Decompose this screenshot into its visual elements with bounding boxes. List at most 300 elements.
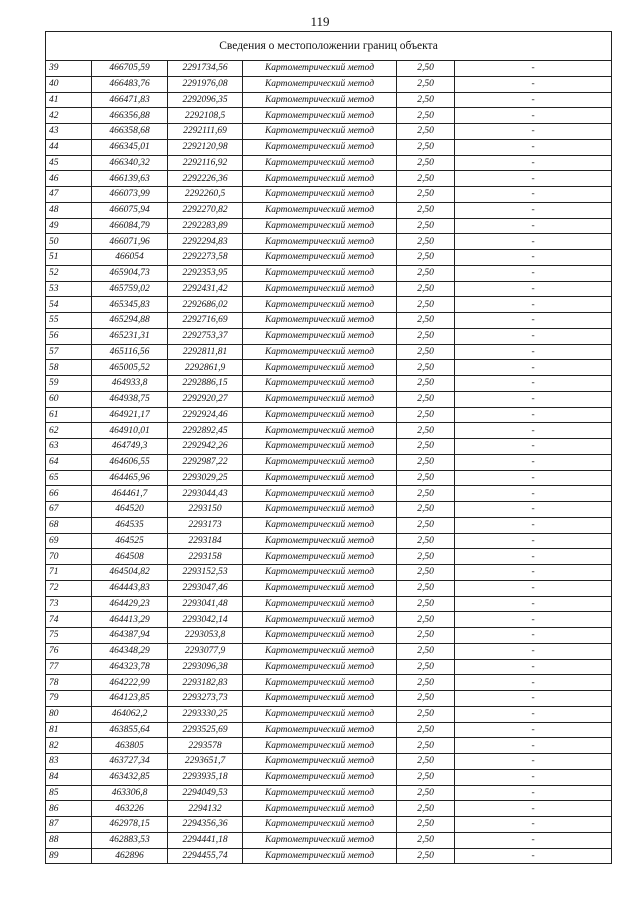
accuracy-cell: 2,50 xyxy=(397,124,455,140)
table-row xyxy=(46,691,612,707)
table-row xyxy=(46,659,612,675)
x-coordinate-cell: 464348,29 xyxy=(92,643,168,659)
method-cell: Картометрический метод xyxy=(243,328,397,344)
x-coordinate-cell: 466358,68 xyxy=(92,124,168,140)
point-number-cell: 49 xyxy=(46,218,92,234)
point-number-cell: 57 xyxy=(46,344,92,360)
method-cell: Картометрический метод xyxy=(243,517,397,533)
table-row xyxy=(46,565,612,581)
description-cell: - xyxy=(455,124,612,140)
description-cell: - xyxy=(455,517,612,533)
y-coordinate-cell: 2294356,36 xyxy=(168,817,243,833)
y-coordinate-cell: 2294441,18 xyxy=(168,832,243,848)
accuracy-cell: 2,50 xyxy=(397,92,455,108)
description-cell: - xyxy=(455,171,612,187)
y-coordinate-cell: 2292753,37 xyxy=(168,328,243,344)
description-cell: - xyxy=(455,628,612,644)
y-coordinate-cell: 2293173 xyxy=(168,517,243,533)
point-number-cell: 40 xyxy=(46,76,92,92)
method-cell: Картометрический метод xyxy=(243,659,397,675)
x-coordinate-cell: 466139,63 xyxy=(92,171,168,187)
y-coordinate-cell: 2291976,08 xyxy=(168,76,243,92)
description-cell: - xyxy=(455,486,612,502)
accuracy-cell: 2,50 xyxy=(397,391,455,407)
method-cell: Картометрический метод xyxy=(243,580,397,596)
method-cell: Картометрический метод xyxy=(243,439,397,455)
accuracy-cell: 2,50 xyxy=(397,486,455,502)
x-coordinate-cell: 464123,85 xyxy=(92,691,168,707)
table-row xyxy=(46,124,612,140)
table-row xyxy=(46,108,612,124)
x-coordinate-cell: 463805 xyxy=(92,738,168,754)
point-number-cell: 69 xyxy=(46,533,92,549)
description-cell: - xyxy=(455,407,612,423)
table-row xyxy=(46,439,612,455)
method-cell: Картометрический метод xyxy=(243,250,397,266)
accuracy-cell: 2,50 xyxy=(397,769,455,785)
y-coordinate-cell: 2292716,69 xyxy=(168,313,243,329)
point-number-cell: 87 xyxy=(46,817,92,833)
boundary-coordinates-table xyxy=(45,31,612,864)
y-coordinate-cell: 2292116,92 xyxy=(168,155,243,171)
method-cell: Картометрический метод xyxy=(243,643,397,659)
table-row xyxy=(46,502,612,518)
x-coordinate-cell: 464938,75 xyxy=(92,391,168,407)
x-coordinate-cell: 466345,01 xyxy=(92,139,168,155)
description-cell: - xyxy=(455,360,612,376)
method-cell: Картометрический метод xyxy=(243,832,397,848)
method-cell: Картометрический метод xyxy=(243,265,397,281)
description-cell: - xyxy=(455,376,612,392)
point-number-cell: 76 xyxy=(46,643,92,659)
point-number-cell: 39 xyxy=(46,61,92,77)
table-body xyxy=(46,61,612,864)
x-coordinate-cell: 465294,88 xyxy=(92,313,168,329)
table-row xyxy=(46,769,612,785)
table-row xyxy=(46,549,612,565)
table-row xyxy=(46,785,612,801)
point-number-cell: 54 xyxy=(46,297,92,313)
point-number-cell: 43 xyxy=(46,124,92,140)
method-cell: Картометрический метод xyxy=(243,612,397,628)
x-coordinate-cell: 462978,15 xyxy=(92,817,168,833)
table-row xyxy=(46,533,612,549)
description-cell: - xyxy=(455,155,612,171)
point-number-cell: 47 xyxy=(46,187,92,203)
point-number-cell: 88 xyxy=(46,832,92,848)
accuracy-cell: 2,50 xyxy=(397,376,455,392)
x-coordinate-cell: 466084,79 xyxy=(92,218,168,234)
description-cell: - xyxy=(455,454,612,470)
table-row xyxy=(46,391,612,407)
y-coordinate-cell: 2292273,58 xyxy=(168,250,243,266)
x-coordinate-cell: 466356,88 xyxy=(92,108,168,124)
method-cell: Картометрический метод xyxy=(243,817,397,833)
x-coordinate-cell: 466483,76 xyxy=(92,76,168,92)
y-coordinate-cell: 2292120,98 xyxy=(168,139,243,155)
description-cell: - xyxy=(455,344,612,360)
accuracy-cell: 2,50 xyxy=(397,250,455,266)
table-row xyxy=(46,187,612,203)
y-coordinate-cell: 2292111,69 xyxy=(168,124,243,140)
method-cell: Картометрический метод xyxy=(243,407,397,423)
x-coordinate-cell: 466471,83 xyxy=(92,92,168,108)
point-number-cell: 72 xyxy=(46,580,92,596)
description-cell: - xyxy=(455,769,612,785)
description-cell: - xyxy=(455,691,612,707)
accuracy-cell: 2,50 xyxy=(397,801,455,817)
point-number-cell: 60 xyxy=(46,391,92,407)
accuracy-cell: 2,50 xyxy=(397,722,455,738)
method-cell: Картометрический метод xyxy=(243,533,397,549)
point-number-cell: 68 xyxy=(46,517,92,533)
x-coordinate-cell: 462883,53 xyxy=(92,832,168,848)
y-coordinate-cell: 2293578 xyxy=(168,738,243,754)
accuracy-cell: 2,50 xyxy=(397,76,455,92)
y-coordinate-cell: 2293651,7 xyxy=(168,754,243,770)
accuracy-cell: 2,50 xyxy=(397,344,455,360)
point-number-cell: 73 xyxy=(46,596,92,612)
x-coordinate-cell: 466075,94 xyxy=(92,202,168,218)
accuracy-cell: 2,50 xyxy=(397,297,455,313)
x-coordinate-cell: 464465,96 xyxy=(92,470,168,486)
accuracy-cell: 2,50 xyxy=(397,407,455,423)
description-cell: - xyxy=(455,533,612,549)
method-cell: Картометрический метод xyxy=(243,769,397,785)
description-cell: - xyxy=(455,549,612,565)
method-cell: Картометрический метод xyxy=(243,486,397,502)
point-number-cell: 84 xyxy=(46,769,92,785)
x-coordinate-cell: 462896 xyxy=(92,848,168,864)
accuracy-cell: 2,50 xyxy=(397,691,455,707)
description-cell: - xyxy=(455,92,612,108)
y-coordinate-cell: 2292811,81 xyxy=(168,344,243,360)
description-cell: - xyxy=(455,61,612,77)
table-title-row xyxy=(46,32,612,61)
point-number-cell: 77 xyxy=(46,659,92,675)
method-cell: Картометрический метод xyxy=(243,628,397,644)
y-coordinate-cell: 2293041,48 xyxy=(168,596,243,612)
table-row xyxy=(46,801,612,817)
method-cell: Картометрический метод xyxy=(243,92,397,108)
x-coordinate-cell: 464910,01 xyxy=(92,423,168,439)
table-row xyxy=(46,817,612,833)
y-coordinate-cell: 2293029,25 xyxy=(168,470,243,486)
x-coordinate-cell: 464443,83 xyxy=(92,580,168,596)
y-coordinate-cell: 2292353,95 xyxy=(168,265,243,281)
method-cell: Картометрический метод xyxy=(243,785,397,801)
accuracy-cell: 2,50 xyxy=(397,328,455,344)
y-coordinate-cell: 2292987,22 xyxy=(168,454,243,470)
y-coordinate-cell: 2292260,5 xyxy=(168,187,243,203)
table-row xyxy=(46,423,612,439)
method-cell: Картометрический метод xyxy=(243,139,397,155)
accuracy-cell: 2,50 xyxy=(397,612,455,628)
description-cell: - xyxy=(455,580,612,596)
y-coordinate-cell: 2292096,35 xyxy=(168,92,243,108)
table-row xyxy=(46,76,612,92)
description-cell: - xyxy=(455,202,612,218)
y-coordinate-cell: 2293935,18 xyxy=(168,769,243,785)
method-cell: Картометрический метод xyxy=(243,360,397,376)
point-number-cell: 56 xyxy=(46,328,92,344)
x-coordinate-cell: 464606,55 xyxy=(92,454,168,470)
accuracy-cell: 2,50 xyxy=(397,423,455,439)
accuracy-cell: 2,50 xyxy=(397,517,455,533)
y-coordinate-cell: 2293525,69 xyxy=(168,722,243,738)
accuracy-cell: 2,50 xyxy=(397,360,455,376)
y-coordinate-cell: 2292226,36 xyxy=(168,171,243,187)
accuracy-cell: 2,50 xyxy=(397,549,455,565)
accuracy-cell: 2,50 xyxy=(397,565,455,581)
description-cell: - xyxy=(455,250,612,266)
point-number-cell: 51 xyxy=(46,250,92,266)
x-coordinate-cell: 464429,23 xyxy=(92,596,168,612)
description-cell: - xyxy=(455,659,612,675)
x-coordinate-cell: 465759,02 xyxy=(92,281,168,297)
description-cell: - xyxy=(455,785,612,801)
y-coordinate-cell: 2292924,46 xyxy=(168,407,243,423)
description-cell: - xyxy=(455,234,612,250)
description-cell: - xyxy=(455,706,612,722)
x-coordinate-cell: 463432,85 xyxy=(92,769,168,785)
description-cell: - xyxy=(455,281,612,297)
table-row xyxy=(46,171,612,187)
method-cell: Картометрический метод xyxy=(243,454,397,470)
description-cell: - xyxy=(455,439,612,455)
point-number-cell: 44 xyxy=(46,139,92,155)
x-coordinate-cell: 466705,59 xyxy=(92,61,168,77)
accuracy-cell: 2,50 xyxy=(397,313,455,329)
x-coordinate-cell: 465005,52 xyxy=(92,360,168,376)
method-cell: Картометрический метод xyxy=(243,124,397,140)
y-coordinate-cell: 2292431,42 xyxy=(168,281,243,297)
description-cell: - xyxy=(455,502,612,518)
point-number-cell: 67 xyxy=(46,502,92,518)
y-coordinate-cell: 2293150 xyxy=(168,502,243,518)
table-row xyxy=(46,580,612,596)
y-coordinate-cell: 2292920,27 xyxy=(168,391,243,407)
x-coordinate-cell: 464323,78 xyxy=(92,659,168,675)
description-cell: - xyxy=(455,108,612,124)
description-cell: - xyxy=(455,76,612,92)
method-cell: Картометрический метод xyxy=(243,801,397,817)
table-row xyxy=(46,360,612,376)
accuracy-cell: 2,50 xyxy=(397,61,455,77)
x-coordinate-cell: 466054 xyxy=(92,250,168,266)
description-cell: - xyxy=(455,612,612,628)
method-cell: Картометрический метод xyxy=(243,423,397,439)
x-coordinate-cell: 463226 xyxy=(92,801,168,817)
description-cell: - xyxy=(455,423,612,439)
table-row xyxy=(46,612,612,628)
table-row xyxy=(46,454,612,470)
accuracy-cell: 2,50 xyxy=(397,502,455,518)
method-cell: Картометрический метод xyxy=(243,202,397,218)
method-cell: Картометрический метод xyxy=(243,848,397,864)
accuracy-cell: 2,50 xyxy=(397,533,455,549)
method-cell: Картометрический метод xyxy=(243,738,397,754)
method-cell: Картометрический метод xyxy=(243,754,397,770)
description-cell: - xyxy=(455,722,612,738)
y-coordinate-cell: 2294455,74 xyxy=(168,848,243,864)
method-cell: Картометрический метод xyxy=(243,376,397,392)
point-number-cell: 45 xyxy=(46,155,92,171)
method-cell: Картометрический метод xyxy=(243,596,397,612)
description-cell: - xyxy=(455,470,612,486)
x-coordinate-cell: 464520 xyxy=(92,502,168,518)
y-coordinate-cell: 2292886,15 xyxy=(168,376,243,392)
method-cell: Картометрический метод xyxy=(243,155,397,171)
point-number-cell: 62 xyxy=(46,423,92,439)
accuracy-cell: 2,50 xyxy=(397,596,455,612)
table-row xyxy=(46,218,612,234)
point-number-cell: 52 xyxy=(46,265,92,281)
y-coordinate-cell: 2293184 xyxy=(168,533,243,549)
x-coordinate-cell: 464525 xyxy=(92,533,168,549)
y-coordinate-cell: 2292294,83 xyxy=(168,234,243,250)
x-coordinate-cell: 464222,99 xyxy=(92,675,168,691)
point-number-cell: 55 xyxy=(46,313,92,329)
accuracy-cell: 2,50 xyxy=(397,454,455,470)
x-coordinate-cell: 464921,17 xyxy=(92,407,168,423)
method-cell: Картометрический метод xyxy=(243,706,397,722)
x-coordinate-cell: 464933,8 xyxy=(92,376,168,392)
x-coordinate-cell: 463855,64 xyxy=(92,722,168,738)
y-coordinate-cell: 2292283,89 xyxy=(168,218,243,234)
x-coordinate-cell: 464413,29 xyxy=(92,612,168,628)
x-coordinate-cell: 464749,3 xyxy=(92,439,168,455)
y-coordinate-cell: 2292108,5 xyxy=(168,108,243,124)
point-number-cell: 89 xyxy=(46,848,92,864)
x-coordinate-cell: 466071,96 xyxy=(92,234,168,250)
description-cell: - xyxy=(455,187,612,203)
point-number-cell: 79 xyxy=(46,691,92,707)
accuracy-cell: 2,50 xyxy=(397,108,455,124)
x-coordinate-cell: 464504,82 xyxy=(92,565,168,581)
y-coordinate-cell: 2294049,53 xyxy=(168,785,243,801)
description-cell: - xyxy=(455,738,612,754)
accuracy-cell: 2,50 xyxy=(397,265,455,281)
table-row xyxy=(46,848,612,864)
description-cell: - xyxy=(455,675,612,691)
point-number-cell: 71 xyxy=(46,565,92,581)
boundary-table-container xyxy=(45,31,611,864)
y-coordinate-cell: 2293152,53 xyxy=(168,565,243,581)
method-cell: Картометрический метод xyxy=(243,297,397,313)
point-number-cell: 70 xyxy=(46,549,92,565)
description-cell: - xyxy=(455,817,612,833)
description-cell: - xyxy=(455,643,612,659)
table-row xyxy=(46,596,612,612)
description-cell: - xyxy=(455,139,612,155)
x-coordinate-cell: 464461,7 xyxy=(92,486,168,502)
point-number-cell: 53 xyxy=(46,281,92,297)
y-coordinate-cell: 2293042,14 xyxy=(168,612,243,628)
point-number-cell: 59 xyxy=(46,376,92,392)
accuracy-cell: 2,50 xyxy=(397,470,455,486)
point-number-cell: 61 xyxy=(46,407,92,423)
description-cell: - xyxy=(455,313,612,329)
x-coordinate-cell: 465345,83 xyxy=(92,297,168,313)
table-row xyxy=(46,92,612,108)
y-coordinate-cell: 2292270,82 xyxy=(168,202,243,218)
accuracy-cell: 2,50 xyxy=(397,706,455,722)
description-cell: - xyxy=(455,297,612,313)
table-row xyxy=(46,265,612,281)
x-coordinate-cell: 464508 xyxy=(92,549,168,565)
y-coordinate-cell: 2292861,9 xyxy=(168,360,243,376)
table-row xyxy=(46,234,612,250)
table-row xyxy=(46,486,612,502)
method-cell: Картометрический метод xyxy=(243,171,397,187)
table-row xyxy=(46,313,612,329)
description-cell: - xyxy=(455,801,612,817)
description-cell: - xyxy=(455,328,612,344)
method-cell: Картометрический метод xyxy=(243,722,397,738)
method-cell: Картометрический метод xyxy=(243,565,397,581)
description-cell: - xyxy=(455,596,612,612)
table-title: Сведения о местоположении границ объекта xyxy=(46,32,612,61)
y-coordinate-cell: 2292942,26 xyxy=(168,439,243,455)
table-row xyxy=(46,202,612,218)
y-coordinate-cell: 2292686,02 xyxy=(168,297,243,313)
point-number-cell: 82 xyxy=(46,738,92,754)
y-coordinate-cell: 2293077,9 xyxy=(168,643,243,659)
accuracy-cell: 2,50 xyxy=(397,848,455,864)
accuracy-cell: 2,50 xyxy=(397,738,455,754)
method-cell: Картометрический метод xyxy=(243,108,397,124)
accuracy-cell: 2,50 xyxy=(397,171,455,187)
method-cell: Картометрический метод xyxy=(243,391,397,407)
table-row xyxy=(46,407,612,423)
point-number-cell: 58 xyxy=(46,360,92,376)
x-coordinate-cell: 463306,8 xyxy=(92,785,168,801)
table-row xyxy=(46,61,612,77)
method-cell: Картометрический метод xyxy=(243,76,397,92)
table-row xyxy=(46,675,612,691)
accuracy-cell: 2,50 xyxy=(397,659,455,675)
y-coordinate-cell: 2294132 xyxy=(168,801,243,817)
table-row xyxy=(46,139,612,155)
table-row xyxy=(46,832,612,848)
accuracy-cell: 2,50 xyxy=(397,187,455,203)
y-coordinate-cell: 2293047,46 xyxy=(168,580,243,596)
accuracy-cell: 2,50 xyxy=(397,785,455,801)
point-number-cell: 46 xyxy=(46,171,92,187)
accuracy-cell: 2,50 xyxy=(397,281,455,297)
method-cell: Картометрический метод xyxy=(243,61,397,77)
point-number-cell: 42 xyxy=(46,108,92,124)
method-cell: Картометрический метод xyxy=(243,281,397,297)
method-cell: Картометрический метод xyxy=(243,187,397,203)
table-row xyxy=(46,376,612,392)
method-cell: Картометрический метод xyxy=(243,549,397,565)
x-coordinate-cell: 465116,56 xyxy=(92,344,168,360)
point-number-cell: 86 xyxy=(46,801,92,817)
point-number-cell: 78 xyxy=(46,675,92,691)
table-row xyxy=(46,328,612,344)
y-coordinate-cell: 2293044,43 xyxy=(168,486,243,502)
method-cell: Картометрический метод xyxy=(243,313,397,329)
accuracy-cell: 2,50 xyxy=(397,754,455,770)
description-cell: - xyxy=(455,218,612,234)
table-row xyxy=(46,738,612,754)
accuracy-cell: 2,50 xyxy=(397,234,455,250)
method-cell: Картометрический метод xyxy=(243,470,397,486)
description-cell: - xyxy=(455,832,612,848)
y-coordinate-cell: 2292892,45 xyxy=(168,423,243,439)
